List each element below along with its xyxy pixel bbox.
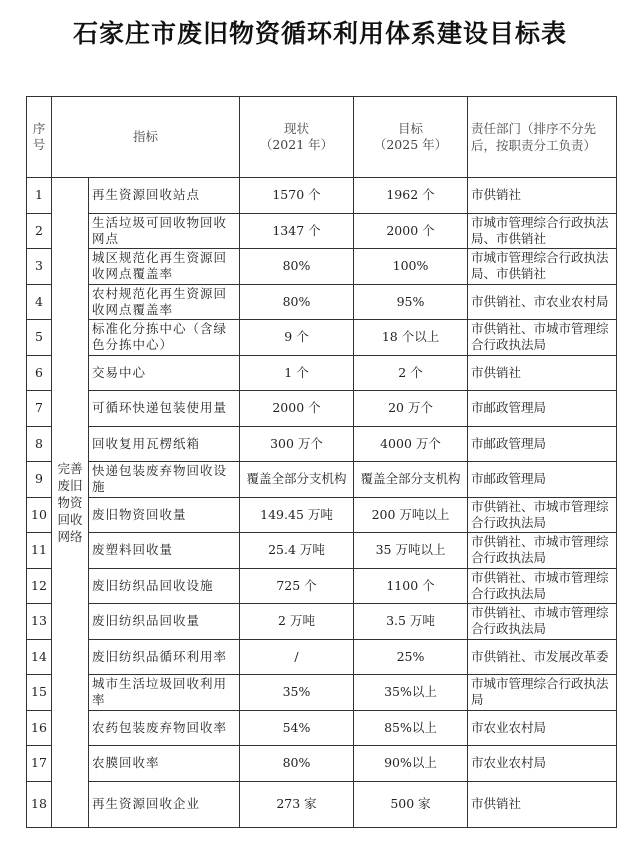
row-dept: 市城市管理综合行政执法局、市供销社 — [468, 249, 617, 285]
row-dept: 市供销社、市城市管理综合行政执法局 — [468, 533, 617, 569]
header-target-year: （2025 年） — [373, 137, 448, 152]
page-title: 石家庄市废旧物资循环利用体系建设目标表 — [72, 19, 567, 48]
row-dept: 市供销社 — [468, 781, 617, 827]
row-target: 1100 个 — [354, 568, 468, 604]
group-label: 完善废旧物资回收网络 — [52, 178, 89, 828]
row-dept: 市供销社、市城市管理综合行政执法局 — [468, 604, 617, 640]
row-index: 3 — [27, 249, 52, 285]
table-row — [27, 497, 617, 533]
row-target: 1962 个 — [354, 178, 468, 214]
row-index: 15 — [27, 675, 52, 711]
header-target — [354, 97, 468, 178]
table-row — [27, 391, 617, 427]
table-row — [27, 533, 617, 569]
row-indicator: 农膜回收率 — [89, 746, 240, 782]
row-index: 9 — [27, 462, 52, 498]
table-row — [27, 604, 617, 640]
row-dept: 市邮政管理局 — [468, 391, 617, 427]
table-row — [27, 675, 617, 711]
row-indicator: 交易中心 — [89, 355, 240, 391]
table-row — [27, 639, 617, 675]
row-index: 14 — [27, 639, 52, 675]
row-target: 覆盖全部分支机构 — [354, 462, 468, 498]
row-target: 2 个 — [354, 355, 468, 391]
row-indicator: 废塑料回收量 — [89, 533, 240, 569]
table-row — [27, 355, 617, 391]
header-current-label: 现状 — [284, 121, 310, 136]
row-indicator: 农药包装废弃物回收率 — [89, 710, 240, 746]
row-dept: 市供销社、市城市管理综合行政执法局 — [468, 320, 617, 356]
row-target: 95% — [354, 284, 468, 320]
row-indicator: 废旧纺织品回收量 — [89, 604, 240, 640]
row-current: 1570 个 — [240, 178, 354, 214]
row-target: 18 个以上 — [354, 320, 468, 356]
header-current — [240, 97, 354, 178]
row-current: 725 个 — [240, 568, 354, 604]
table-row — [27, 462, 617, 498]
row-current: 54% — [240, 710, 354, 746]
header-current-year: （2021 年） — [259, 137, 334, 152]
row-current: 80% — [240, 746, 354, 782]
target-table — [26, 96, 617, 828]
row-current: 25.4 万吨 — [240, 533, 354, 569]
row-indicator: 回收复用瓦楞纸箱 — [89, 426, 240, 462]
row-indicator: 再生资源回收站点 — [89, 178, 240, 214]
table-row — [27, 320, 617, 356]
row-target: 3.5 万吨 — [354, 604, 468, 640]
row-indicator: 农村规范化再生资源回收网点覆盖率 — [89, 284, 240, 320]
table-row — [27, 284, 617, 320]
row-target: 35 万吨以上 — [354, 533, 468, 569]
row-indicator: 快递包装废弃物回收设施 — [89, 462, 240, 498]
row-index: 1 — [27, 178, 52, 214]
row-current: 1 个 — [240, 355, 354, 391]
table-row — [27, 781, 617, 827]
row-indicator: 城区规范化再生资源回收网点覆盖率 — [89, 249, 240, 285]
row-current: 149.45 万吨 — [240, 497, 354, 533]
table-header-row — [27, 97, 617, 178]
row-index: 11 — [27, 533, 52, 569]
row-current: 覆盖全部分支机构 — [240, 462, 354, 498]
row-index: 8 — [27, 426, 52, 462]
row-target: 35%以上 — [354, 675, 468, 711]
row-current: 80% — [240, 284, 354, 320]
row-index: 5 — [27, 320, 52, 356]
table-row — [27, 213, 617, 249]
row-dept: 市供销社 — [468, 178, 617, 214]
row-indicator: 再生资源回收企业 — [89, 781, 240, 827]
row-target: 2000 个 — [354, 213, 468, 249]
row-index: 12 — [27, 568, 52, 604]
table-row — [27, 568, 617, 604]
row-indicator: 生活垃圾可回收物回收网点 — [89, 213, 240, 249]
row-current: 1347 个 — [240, 213, 354, 249]
table-row — [27, 249, 617, 285]
row-indicator: 标准化分拣中心（含绿色分拣中心） — [89, 320, 240, 356]
row-dept: 市农业农村局 — [468, 746, 617, 782]
row-index: 10 — [27, 497, 52, 533]
row-indicator: 可循环快递包装使用量 — [89, 391, 240, 427]
row-index: 13 — [27, 604, 52, 640]
row-indicator: 废旧纺织品回收设施 — [89, 568, 240, 604]
row-dept: 市邮政管理局 — [468, 426, 617, 462]
row-current: 300 万个 — [240, 426, 354, 462]
row-dept: 市供销社、市农业农村局 — [468, 284, 617, 320]
row-target: 100% — [354, 249, 468, 285]
row-index: 6 — [27, 355, 52, 391]
row-index: 7 — [27, 391, 52, 427]
row-target: 500 家 — [354, 781, 468, 827]
row-current: 2 万吨 — [240, 604, 354, 640]
row-dept: 市供销社、市城市管理综合行政执法局 — [468, 568, 617, 604]
row-index: 4 — [27, 284, 52, 320]
row-target: 4000 万个 — [354, 426, 468, 462]
row-index: 18 — [27, 781, 52, 827]
header-index: 序号 — [27, 97, 52, 178]
row-dept: 市城市管理综合行政执法局、市供销社 — [468, 213, 617, 249]
table-row — [27, 178, 617, 214]
row-index: 17 — [27, 746, 52, 782]
row-target: 85%以上 — [354, 710, 468, 746]
row-current: 80% — [240, 249, 354, 285]
row-current: / — [240, 639, 354, 675]
row-dept: 市供销社 — [468, 355, 617, 391]
row-indicator: 城市生活垃圾回收利用率 — [89, 675, 240, 711]
row-target: 25% — [354, 639, 468, 675]
row-current: 9 个 — [240, 320, 354, 356]
row-target: 90%以上 — [354, 746, 468, 782]
table-row — [27, 710, 617, 746]
row-index: 2 — [27, 213, 52, 249]
row-index: 16 — [27, 710, 52, 746]
row-current: 35% — [240, 675, 354, 711]
table-row — [27, 746, 617, 782]
table-row — [27, 426, 617, 462]
header-target-label: 目标 — [398, 121, 424, 136]
row-target: 200 万吨以上 — [354, 497, 468, 533]
row-dept: 市供销社、市城市管理综合行政执法局 — [468, 497, 617, 533]
row-target: 20 万个 — [354, 391, 468, 427]
row-dept: 市城市管理综合行政执法局 — [468, 675, 617, 711]
row-indicator: 废旧物资回收量 — [89, 497, 240, 533]
row-dept: 市农业农村局 — [468, 710, 617, 746]
row-indicator: 废旧纺织品循环利用率 — [89, 639, 240, 675]
header-dept: 责任部门（排序不分先后，按职责分工负责） — [468, 97, 617, 178]
row-current: 2000 个 — [240, 391, 354, 427]
row-dept: 市邮政管理局 — [468, 462, 617, 498]
row-dept: 市供销社、市发展改革委 — [468, 639, 617, 675]
row-current: 273 家 — [240, 781, 354, 827]
header-indicator: 指标 — [52, 97, 240, 178]
